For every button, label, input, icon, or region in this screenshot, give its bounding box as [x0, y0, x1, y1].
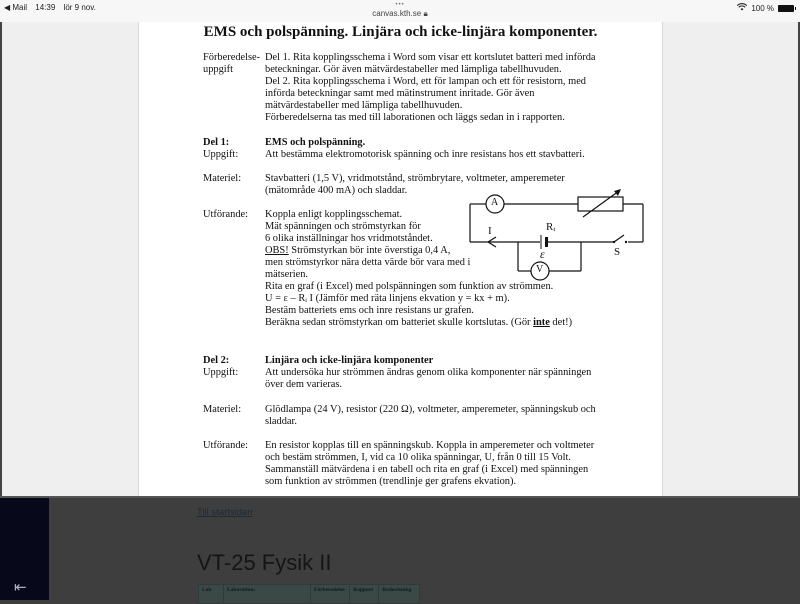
document-page	[139, 22, 662, 496]
table-header-cell: Laboration:	[224, 585, 311, 604]
prep-label: Förberedelse-	[203, 52, 261, 63]
address-bar[interactable]	[0, 9, 800, 19]
prep-line: införda beteckningar samt med mätinstrument inritade. Gör även	[265, 88, 535, 99]
course-page-heading: VT-25 Fysik II	[197, 550, 332, 575]
del1-last-line	[265, 317, 665, 329]
back-to-mail-link[interactable]: ◀ Mail	[4, 3, 28, 12]
lock-icon: 🔒︎	[423, 9, 428, 18]
status-date: lör 9 nov.	[63, 3, 96, 12]
ios-status-bar	[0, 0, 800, 22]
wifi-icon	[737, 3, 747, 13]
prep-line: Förberedelserna tas med till laborationen och läggs sedan in i rapporten.	[265, 112, 565, 123]
status-time: 14:39	[35, 3, 56, 12]
viewer-left-margin	[0, 22, 139, 496]
last-line-emph: inte	[533, 317, 550, 328]
battery-percent: 100 %	[751, 3, 774, 13]
del1-task-text: Att bestämma elektromotorisk spänning och inre resistans hos ett stavbatteri.	[265, 149, 585, 160]
emf-label: ε	[540, 247, 545, 261]
more-dots-icon[interactable]: •••	[395, 2, 405, 8]
collapse-nav-icon[interactable]: ⇤	[14, 578, 27, 596]
last-line-pre: Beräkna sedan strömstyrkan om batteriet skulle kortslutas. (Gör	[265, 317, 534, 328]
voltmeter-label: V	[536, 264, 544, 275]
del1-material-line: Stavbatteri (1,5 V), vridmotstånd, strömbrytare, voltmeter, amperemeter	[265, 173, 565, 184]
canvas-page-background	[0, 498, 800, 600]
del1-procedure-line: 6 olika inställningar hos vridmotståndet.	[265, 233, 433, 244]
del1-procedure-line: Mät spänningen och strömstyrkan för	[265, 221, 421, 232]
url-text: canvas.kth.se	[372, 9, 422, 18]
del1-label: Del 1:	[203, 137, 230, 148]
start-page-link[interactable]: Till startsidan	[197, 507, 253, 518]
prep-line: Del 2. Rita kopplingsschema i Word, ett för lampan och ett för resistorn, med	[265, 76, 587, 87]
current-label: I	[488, 225, 492, 237]
obs-label: OBS!	[265, 245, 289, 256]
viewer-right-margin	[662, 22, 800, 496]
del1-procedure-line: Koppla enligt kopplingsschemat.	[265, 209, 403, 220]
del2-material-line: Glödlampa (24 V), resistor (220 Ω), voltmeter, amperemeter, spänningskub och	[265, 404, 596, 415]
del2-heading: Linjära och icke-linjära komponenter	[265, 355, 434, 366]
prep-label-2: uppgift	[203, 64, 234, 75]
prep-line: mätvärdestabeller med lämpliga tabellhuvuden.	[265, 100, 463, 111]
del2-procedure-line: och bestäm strömmen, I, vid ca 10 olika spänningar, U, från 0 till 15 Volt.	[265, 452, 571, 463]
ammeter-label: A	[491, 197, 499, 208]
lab-schedule-table	[198, 584, 420, 604]
obs-text: Strömstyrkan bör inte överstiga 0,4 A,	[288, 245, 451, 256]
del1-material-label: Materiel:	[203, 173, 242, 184]
del2-task-label: Uppgift:	[203, 367, 239, 378]
internal-resistance-label: Rᵢ	[546, 221, 556, 233]
del2-task-line: Att undersöka hur strömmen ändras genom olika komponenter när spänningen	[265, 367, 592, 378]
circuit-diagram	[466, 185, 656, 283]
del1-task-label: Uppgift:	[203, 149, 239, 160]
table-header-row	[199, 585, 420, 604]
table-header-cell: Lab	[199, 585, 224, 604]
switch-label: S	[614, 246, 621, 258]
battery-plate-short	[545, 237, 548, 247]
del1-procedure-label: Utförande:	[203, 209, 249, 220]
global-nav-sidebar	[0, 498, 49, 600]
del1-procedure-line: U = ε – Rᵢ I (Jämför med räta linjens ekvation y = kx + m).	[265, 293, 510, 304]
del2-procedure-line: Sammanställ mätvärdena i en tabell och rita en graf (i Excel) med spänningen	[265, 464, 589, 475]
table-header-cell: Förberedelse-	[311, 585, 350, 604]
table-header-cell: Redovisning	[379, 585, 420, 604]
del2-procedure-line: En resistor kopplas till en spänningskub. Koppla in amperemeter och voltmeter	[265, 440, 595, 451]
prep-line: Del 1. Rita kopplingsschema i Word som visar ett kortslutet batteri med införda	[265, 52, 596, 63]
del1-material-line: (mätområde 400 mA) och sladdar.	[265, 185, 408, 196]
document-viewer	[0, 22, 800, 498]
prep-line: beteckningar. Gör även mätvärdestabeller med lämpliga tabellhuvuden.	[265, 64, 562, 75]
table-header-cell: Rapport	[350, 585, 379, 604]
del2-task-line: över dem varieras.	[265, 379, 343, 390]
last-line-post: det!)	[549, 317, 573, 328]
del1-procedure-line: Rita en graf (i Excel) med polspänningen som funktion av strömmen.	[265, 281, 554, 292]
del1-procedure-line: mätserien.	[265, 269, 308, 280]
canvas-main	[49, 498, 800, 600]
del1-heading: EMS och polspänning.	[265, 137, 366, 148]
del2-procedure-line: som funktion av strömmen (trendlinje ger grafens ekvation).	[265, 476, 517, 487]
del2-material-line: sladdar.	[265, 416, 298, 427]
battery-icon	[778, 5, 794, 12]
document-title: EMS och polspänning. Linjära och icke-linjära komponenter.	[203, 24, 598, 40]
del2-procedure-label: Utförande:	[203, 440, 249, 451]
del2-label: Del 2:	[203, 355, 230, 366]
del1-procedure-line: Bestäm batteriets ems och inre resistans ur grafen.	[265, 305, 474, 316]
del1-procedure-line: men strömstyrkor nära detta värde bör vara med i	[265, 257, 471, 268]
del2-material-label: Materiel:	[203, 404, 242, 415]
